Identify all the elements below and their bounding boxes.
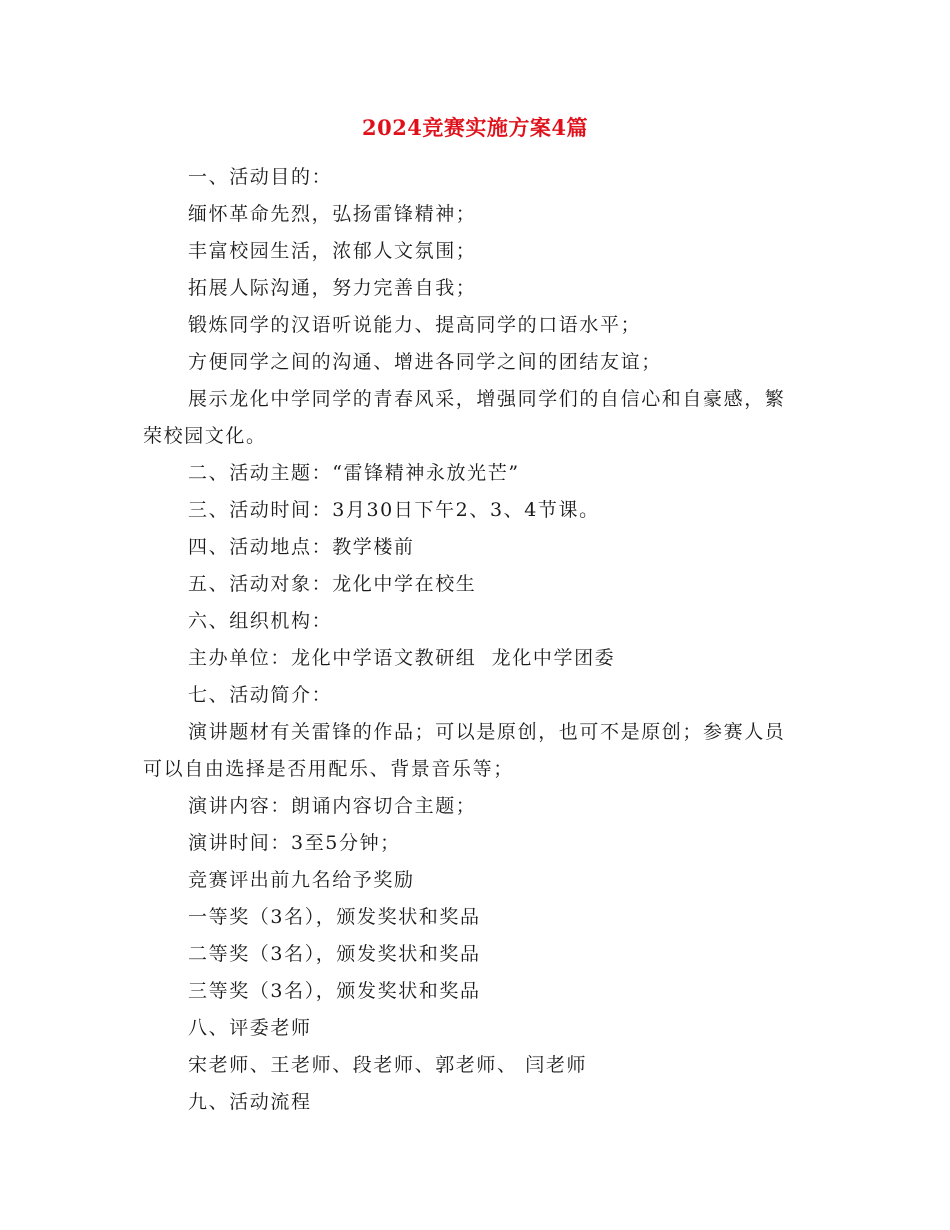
- overview-item: 竞赛评出前九名给予奖励: [188, 869, 415, 891]
- overview-item: 演讲题材有关雷锋的作品；可以是原创，也可不是原创；参赛人员可以自由选择是否用配乐、背景音乐等；: [143, 721, 786, 780]
- section-theme: 二、活动主题：“雷锋精神永放光芒”: [188, 462, 520, 484]
- section-heading-judges: 八、评委老师: [188, 1017, 312, 1039]
- purpose-item: 方便同学之间的沟通、增进各同学之间的团结友谊；: [188, 351, 662, 373]
- overview-item: 演讲内容：朗诵内容切合主题；: [188, 795, 477, 817]
- section-heading-process: 九、活动流程: [188, 1091, 312, 1113]
- organizer-line: 主办单位：龙化中学语文教研组 龙化中学团委: [188, 647, 616, 669]
- award-item: 三等奖（3名），颁发奖状和奖品: [188, 980, 481, 1002]
- overview-item: 演讲时间：3至5分钟；: [188, 832, 401, 854]
- purpose-item: 展示龙化中学同学的青春风采，增强同学们的自信心和自豪感，繁荣校园文化。: [143, 388, 786, 447]
- section-heading-organization: 六、组织机构：: [188, 610, 333, 632]
- judges-list: 宋老师、王老师、段老师、郭老师、 闫老师: [188, 1054, 588, 1076]
- section-participants: 五、活动对象：龙化中学在校生: [188, 573, 477, 595]
- section-heading-purpose: 一、活动目的：: [188, 166, 333, 188]
- section-heading-overview: 七、活动简介：: [188, 684, 333, 706]
- award-item: 二等奖（3名），颁发奖状和奖品: [188, 943, 481, 965]
- award-item: 一等奖（3名），颁发奖状和奖品: [188, 906, 481, 928]
- document-title: 2024竞赛实施方案4篇: [361, 115, 589, 140]
- section-location: 四、活动地点：教学楼前: [188, 536, 415, 558]
- document-body: [143, 159, 803, 1121]
- purpose-item: 拓展人际沟通，努力完善自我；: [188, 277, 477, 299]
- purpose-item: 丰富校园生活，浓郁人文氛围；: [188, 240, 477, 262]
- purpose-item: 锻炼同学的汉语听说能力、提高同学的口语水平；: [188, 314, 642, 336]
- purpose-item: 缅怀革命先烈，弘扬雷锋精神；: [188, 203, 477, 225]
- section-time: 三、活动时间：3月30日下午2、3、4节课。: [188, 499, 600, 521]
